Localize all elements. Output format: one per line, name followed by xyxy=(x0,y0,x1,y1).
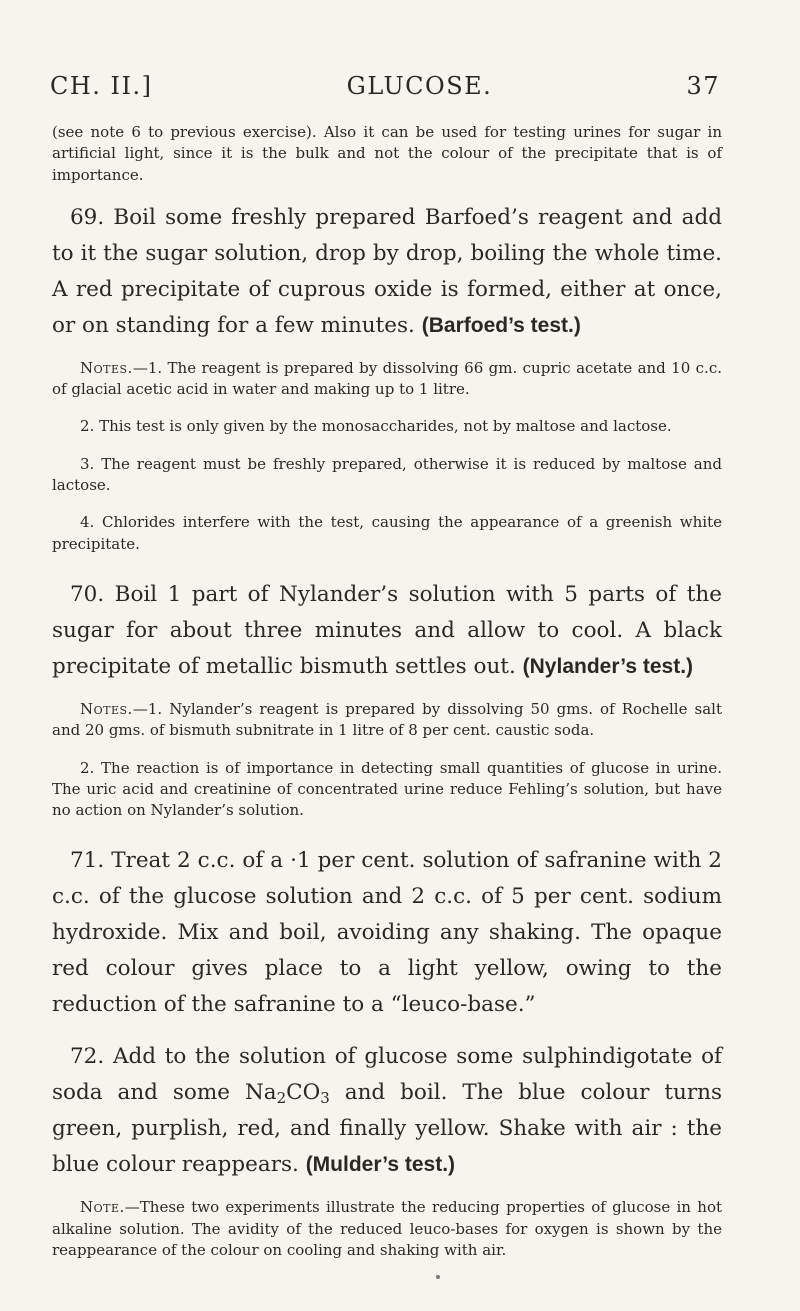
exercise-text-cont: and boil. The blue colour turns green, purplish, red, and finally yellow. Shake with air : the blue colour reappears. xyxy=(52,1080,722,1178)
exercise-69 xyxy=(52,200,722,344)
exercise-number: 69. xyxy=(70,204,105,230)
exercise-text: Treat 2 c.c. of a ·1 per cent. solution of safranine with 2 c.c. of the glucose solution and 2 c.c. of 5 per cent. sodium hydroxide. Mix and boil, avoiding any shaking. The opaque red colour gives place to a light yellow, owing to the reduction of the safranine to a “leuco-base.” xyxy=(52,848,722,1018)
notes-label: Notes. xyxy=(80,699,133,718)
exercise-number: 72. xyxy=(70,1044,105,1070)
exercise-text: Add to the solution of glucose some sulphindigotate of soda and some Na xyxy=(52,1044,722,1106)
exercise-number: 70. xyxy=(70,581,105,607)
note-69-3: 3. The reagent must be freshly prepared, otherwise it is reduced by maltose and lactose. xyxy=(52,454,722,495)
exercise-number: 71. xyxy=(70,848,105,874)
chapter-label: CH. II.] xyxy=(50,72,153,100)
intro-paragraph: (see note 6 to previous exercise). Also it can be used for testing urines for sugar in artificial light, since it is the bulk and not the colour of the precipitate that is of importance. xyxy=(52,123,722,184)
notes-label: Notes. xyxy=(80,358,133,377)
note-text: —1. The reagent is prepared by dissolving 66 gm. cupric acetate and 10 c.c. of glacial acetic acid in water and making up to 1 litre. xyxy=(52,358,722,399)
running-title: GLUCOSE. xyxy=(346,72,493,100)
page-number: 37 xyxy=(686,72,720,100)
note-label: Note. xyxy=(80,1198,125,1217)
running-header xyxy=(50,72,720,100)
note-72 xyxy=(52,1197,722,1261)
exercise-text: Boil 1 part of Nylander’s solution with 5 parts of the sugar for about three minutes and allow to cool. A black precipitate of metallic bismuth settles out. xyxy=(52,581,722,679)
subscript: 2 xyxy=(276,1089,287,1108)
test-name: (Mulder’s test.) xyxy=(305,1153,456,1177)
formula-part: CO xyxy=(286,1080,321,1106)
note-69-4: 4. Chlorides interfere with the test, causing the appearance of a greenish white precipitate. xyxy=(52,513,722,553)
note-69-1 xyxy=(52,358,722,401)
exercise-71 xyxy=(52,843,722,1023)
note-text: —These two experiments illustrate the reducing properties of glucose in hot alkaline solution. The avidity of the reduced leuco-bases for oxygen is shown by the reappearance of the colour on cooling and shaking with air. xyxy=(52,1198,722,1260)
note-69-2: 2. This test is only given by the monosaccharides, not by maltose and lactose. xyxy=(80,417,672,436)
note-70-1 xyxy=(52,699,722,742)
exercise-72 xyxy=(52,1039,722,1183)
page-body xyxy=(52,122,722,1261)
subscript: 3 xyxy=(320,1089,330,1108)
exercise-70 xyxy=(52,577,722,685)
note-text: —1. Nylander’s reagent is prepared by dissolving 50 gms. of Rochelle salt and 20 gms. of bismuth subnitrate in 1 litre of 8 per cent. caustic soda. xyxy=(52,699,722,740)
test-name: (Nylander’s test.) xyxy=(522,654,694,678)
test-name: (Barfoed’s test.) xyxy=(421,313,581,337)
print-speck xyxy=(436,1275,440,1279)
note-70-2: 2. The reaction is of importance in detecting small quantities of glucose in urine. The uric acid and creatinine of concentrated urine reduce Fehling’s solution, but have no action on Nylander’s solution. xyxy=(52,758,722,820)
exercise-text: Boil some freshly prepared Barfoed’s reagent and add to it the sugar solution, drop by drop, boiling the whole time. A red precipitate of cuprous oxide is formed, either at once, or on standing for a few minutes. xyxy=(52,204,722,338)
